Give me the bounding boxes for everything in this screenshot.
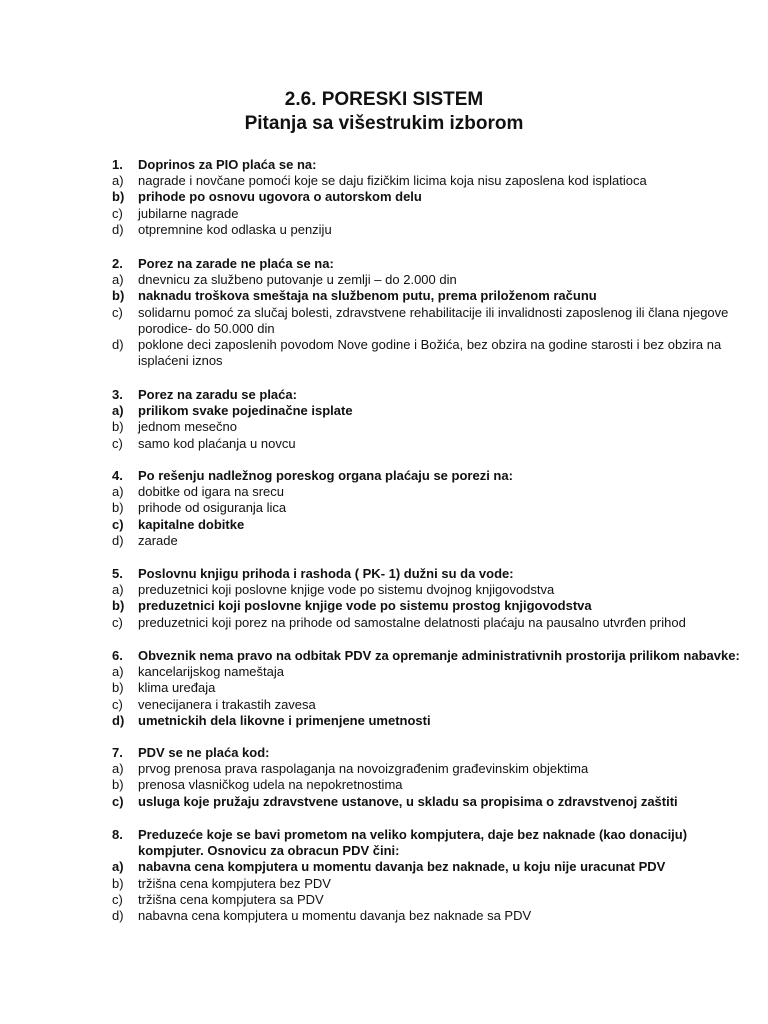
question-number: 2. [112, 256, 123, 271]
option-label: b) [112, 419, 124, 435]
option-label: a) [112, 582, 124, 598]
option-text: poklone deci zaposlenih povodom Nove godine i Božića, bez obzira na godine starosti i bez obzira na isplaćeni iznos [138, 337, 722, 369]
question-text: PDV se ne plaća kod: [138, 745, 270, 760]
option-label: a) [112, 403, 124, 419]
option-text: nabavna cena kompjutera u momentu davanja bez naknade sa PDV [138, 908, 532, 924]
option-label: d) [112, 337, 124, 353]
option-text: preduzetnici koji poslovne knjige vode po sistemu prostog knjigovodstva [138, 598, 592, 614]
option-label: c) [112, 696, 123, 712]
question-2 [112, 256, 742, 369]
option-text: prihode od osiguranja lica [138, 500, 287, 516]
option-label: a) [112, 272, 124, 288]
option-label: a) [112, 859, 124, 875]
question-text: Poslovnu knjigu prihoda i rashoda ( PK- 1) dužni su da vode: [138, 566, 514, 581]
question-number: 6. [112, 648, 123, 663]
option-label: a) [112, 664, 124, 680]
question-6 [112, 648, 742, 729]
question-text: Porez na zaradu se plaća: [138, 387, 297, 402]
question-number: 3. [112, 387, 123, 402]
option-label: c) [112, 891, 123, 907]
question-text: Preduzeće koje se bavi prometom na veliko kompjutera, daje bez naknade (kao donaciju) kompjuter. Osnovicu za obracun PDV čini: [138, 827, 688, 859]
option-text: samo kod plaćanja u novcu [138, 435, 296, 451]
option-text: usluga koje pružaju zdravstvene ustanove, u skladu sa propisima o zdravstvenoj zaštiti [138, 793, 678, 809]
option-text: klima uređaja [138, 680, 216, 696]
question-number: 7. [112, 745, 123, 760]
option-text: venecijanera i trakastih zavesa [138, 696, 316, 712]
page-subtitle: Pitanja sa višestrukim izborom [244, 113, 524, 134]
question-text: Porez na zarade ne plaća se na: [138, 256, 334, 271]
option-text: zarade [138, 532, 178, 548]
page-title: 2.6. PORESKI SISTEM [284, 89, 484, 110]
option-text: solidarnu pomoć za slučaj bolesti, zdravstvene rehabilitacije ili invalidnosti zaposlenog ili člana njegove porodice- do 50.000 din [138, 304, 729, 336]
option-text: prilikom svake pojedinačne isplate [138, 403, 353, 419]
option-text: otpremnine kod odlaska u penziju [138, 221, 332, 237]
option-label: c) [112, 614, 123, 630]
option-label: d) [112, 712, 125, 728]
option-label: d) [112, 908, 124, 924]
option-text: kancelarijskog nameštaja [138, 664, 284, 680]
option-label: c) [112, 205, 123, 221]
option-text: tržišna cena kompjutera sa PDV [138, 891, 324, 907]
question-8 [112, 827, 742, 924]
option-label: b) [112, 500, 124, 516]
question-text: Po rešenju nadležnog poreskog organa plaćaju se porezi na: [138, 468, 513, 483]
option-label: b) [112, 598, 125, 614]
option-label: a) [112, 484, 124, 500]
option-text: umetnickih dela likovne i primenjene umetnosti [138, 712, 431, 728]
option-text: preduzetnici koji porez na prihode od samostalne delatnosti plaćaju na pausalno utvrđen prihod [138, 614, 686, 630]
option-label: b) [112, 875, 124, 891]
option-label: b) [112, 288, 125, 304]
option-label: c) [112, 793, 124, 809]
question-4 [112, 468, 742, 549]
question-number: 1. [112, 157, 123, 172]
question-text: Doprinos za PIO plaća se na: [138, 157, 317, 172]
option-label: c) [112, 435, 123, 451]
option-text: kapitalne dobitke [138, 516, 245, 532]
option-text: prihode po osnovu ugovora o autorskom delu [138, 189, 422, 205]
question-text: Obveznik nema pravo na odbitak PDV za opremanje administrativnih prostorija prilikom nabavke: [138, 648, 740, 663]
option-label: b) [112, 680, 124, 696]
question-number: 8. [112, 827, 123, 842]
option-label: c) [112, 304, 123, 320]
option-text: nagrade i novčane pomoći koje se daju fizičkim licima koja nisu zaposlena kod isplatioca [138, 173, 647, 189]
option-label: a) [112, 761, 124, 777]
question-3 [112, 387, 742, 452]
option-text: preduzetnici koji poslovne knjige vode po sistemu dvojnog knjigovodstva [138, 582, 555, 598]
question-7 [112, 745, 742, 810]
option-text: prvog prenosa prava raspolaganja na novoizgrađenim građevinskim objektima [138, 761, 589, 777]
question-5 [112, 566, 742, 631]
option-label: b) [112, 189, 125, 205]
question-1 [112, 157, 742, 238]
option-text: naknadu troškova smeštaja na službenom putu, prema priloženom računu [138, 288, 597, 304]
option-label: c) [112, 516, 124, 532]
option-text: dnevnicu za službeno putovanje u zemlji – do 2.000 din [138, 272, 457, 288]
option-label: a) [112, 173, 124, 189]
option-text: nabavna cena kompjutera u momentu davanja bez naknade, u koju nije uracunat PDV [138, 859, 666, 875]
option-text: jednom mesečno [138, 419, 237, 435]
question-number: 5. [112, 566, 123, 581]
option-text: prenosa vlasničkog udela na nepokretnostima [138, 777, 403, 793]
option-text: jubilarne nagrade [138, 205, 239, 221]
option-text: dobitke od igara na srecu [138, 484, 284, 500]
option-label: d) [112, 532, 124, 548]
option-text: tržišna cena kompjutera bez PDV [138, 875, 331, 891]
question-number: 4. [112, 468, 123, 483]
option-label: b) [112, 777, 124, 793]
option-label: d) [112, 221, 124, 237]
